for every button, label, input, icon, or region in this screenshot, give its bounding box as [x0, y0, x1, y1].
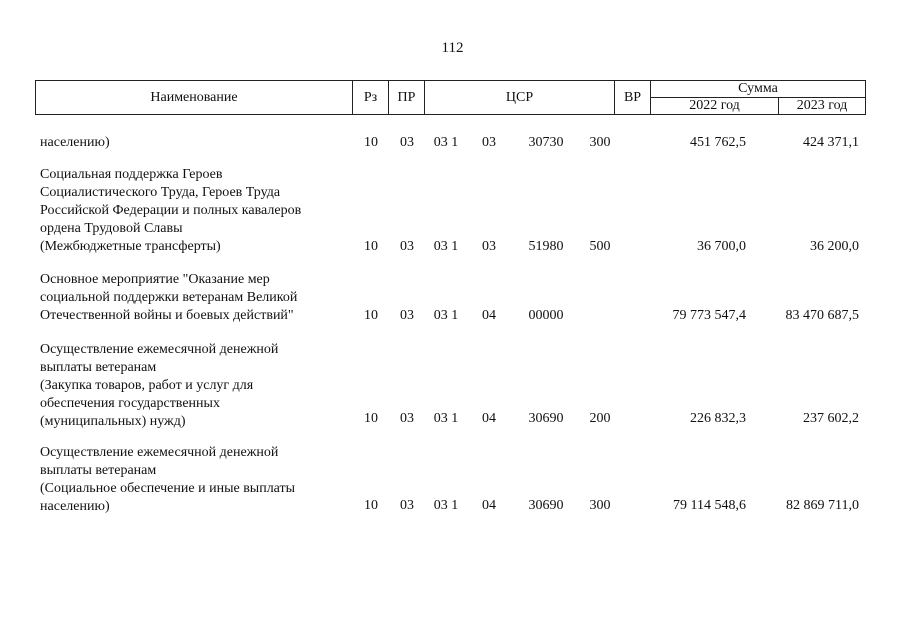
row-name: [40, 444, 340, 516]
header-pr: ПР: [389, 81, 425, 115]
row-pr: 03: [400, 239, 414, 254]
header-vr: ВР: [615, 81, 651, 115]
row-csr-event: 03: [482, 239, 496, 254]
row-name-line: обеспечения государственных: [40, 396, 220, 411]
row-pr: 03: [400, 498, 414, 513]
row-name-line: населению): [40, 499, 110, 514]
row-csr-direction: 30690: [528, 498, 564, 513]
header-csr: ЦСР: [425, 81, 615, 115]
row-pr: 03: [400, 411, 414, 426]
row-csr-event: 04: [482, 411, 496, 426]
row-name-line: Российской Федерации и полных кавалеров: [40, 203, 302, 218]
row-name-line: (Межбюджетные трансферты): [40, 239, 221, 254]
row-sum-2022: 79 114 548,6: [673, 498, 746, 513]
row-csr-direction: 00000: [528, 308, 564, 323]
row-csr-event: 03: [482, 135, 496, 150]
row-name-line: (муниципальных) нужд): [40, 414, 186, 429]
row-name: [40, 166, 340, 256]
header-sum: Сумма: [651, 81, 866, 98]
row-csr-event: 04: [482, 308, 496, 323]
row-sum-2023: 36 200,0: [810, 239, 859, 254]
row-csr-program: 03 1: [433, 135, 459, 150]
table-header: [35, 80, 866, 115]
row-name-line: Социальная поддержка Героев: [40, 167, 223, 182]
header-rz: Рз: [353, 81, 389, 115]
row-csr-direction: 30730: [528, 135, 564, 150]
page-number: 112: [441, 40, 464, 56]
row-name: [40, 134, 340, 152]
row-rz: 10: [364, 308, 378, 323]
row-csr-direction: 51980: [528, 239, 564, 254]
row-csr-event: 04: [482, 498, 496, 513]
row-name-line: населению): [40, 135, 110, 150]
row-vr: 300: [589, 498, 611, 513]
row-pr: 03: [400, 308, 414, 323]
row-name-line: Социалистического Труда, Героев Труда: [40, 185, 281, 200]
row-sum-2022: 451 762,5: [690, 135, 746, 150]
row-name-line: (Закупка товаров, работ и услуг для: [40, 378, 254, 393]
row-sum-2022: 79 773 547,4: [672, 308, 746, 323]
row-rz: 10: [364, 411, 378, 426]
row-name-line: социальной поддержки ветеранам Великой: [40, 290, 298, 305]
row-vr: 200: [589, 411, 611, 426]
row-sum-2023: 237 602,2: [803, 411, 859, 426]
row-sum-2023: 83 470 687,5: [785, 308, 859, 323]
header-year-2023: 2023 год: [779, 98, 866, 115]
row-name: [40, 271, 340, 325]
row-name: [40, 341, 340, 431]
row-name-line: Основное мероприятие "Оказание мер: [40, 272, 270, 287]
row-csr-program: 03 1: [433, 239, 459, 254]
row-name-line: Осуществление ежемесячной денежной: [40, 445, 279, 460]
row-csr-program: 03 1: [433, 308, 459, 323]
header-name: Наименование: [36, 81, 353, 115]
row-sum-2022: 226 832,3: [690, 411, 746, 426]
row-rz: 10: [364, 239, 378, 254]
row-rz: 10: [364, 135, 378, 150]
row-pr: 03: [400, 135, 414, 150]
row-name-line: Осуществление ежемесячной денежной: [40, 342, 279, 357]
row-csr-program: 03 1: [433, 411, 459, 426]
row-name-line: выплаты ветеранам: [40, 360, 157, 375]
header-year-2022: 2022 год: [651, 98, 779, 115]
row-name-line: Отечественной войны и боевых действий": [40, 308, 294, 323]
row-sum-2023: 424 371,1: [803, 135, 859, 150]
row-rz: 10: [364, 498, 378, 513]
row-csr-direction: 30690: [528, 411, 564, 426]
row-vr: 300: [589, 135, 611, 150]
row-name-line: выплаты ветеранам: [40, 463, 157, 478]
row-sum-2023: 82 869 711,0: [786, 498, 859, 513]
row-sum-2022: 36 700,0: [697, 239, 746, 254]
row-csr-program: 03 1: [433, 498, 459, 513]
row-vr: 500: [589, 239, 611, 254]
row-name-line: ордена Трудовой Славы: [40, 221, 183, 236]
row-name-line: (Социальное обеспечение и иные выплаты: [40, 481, 296, 496]
